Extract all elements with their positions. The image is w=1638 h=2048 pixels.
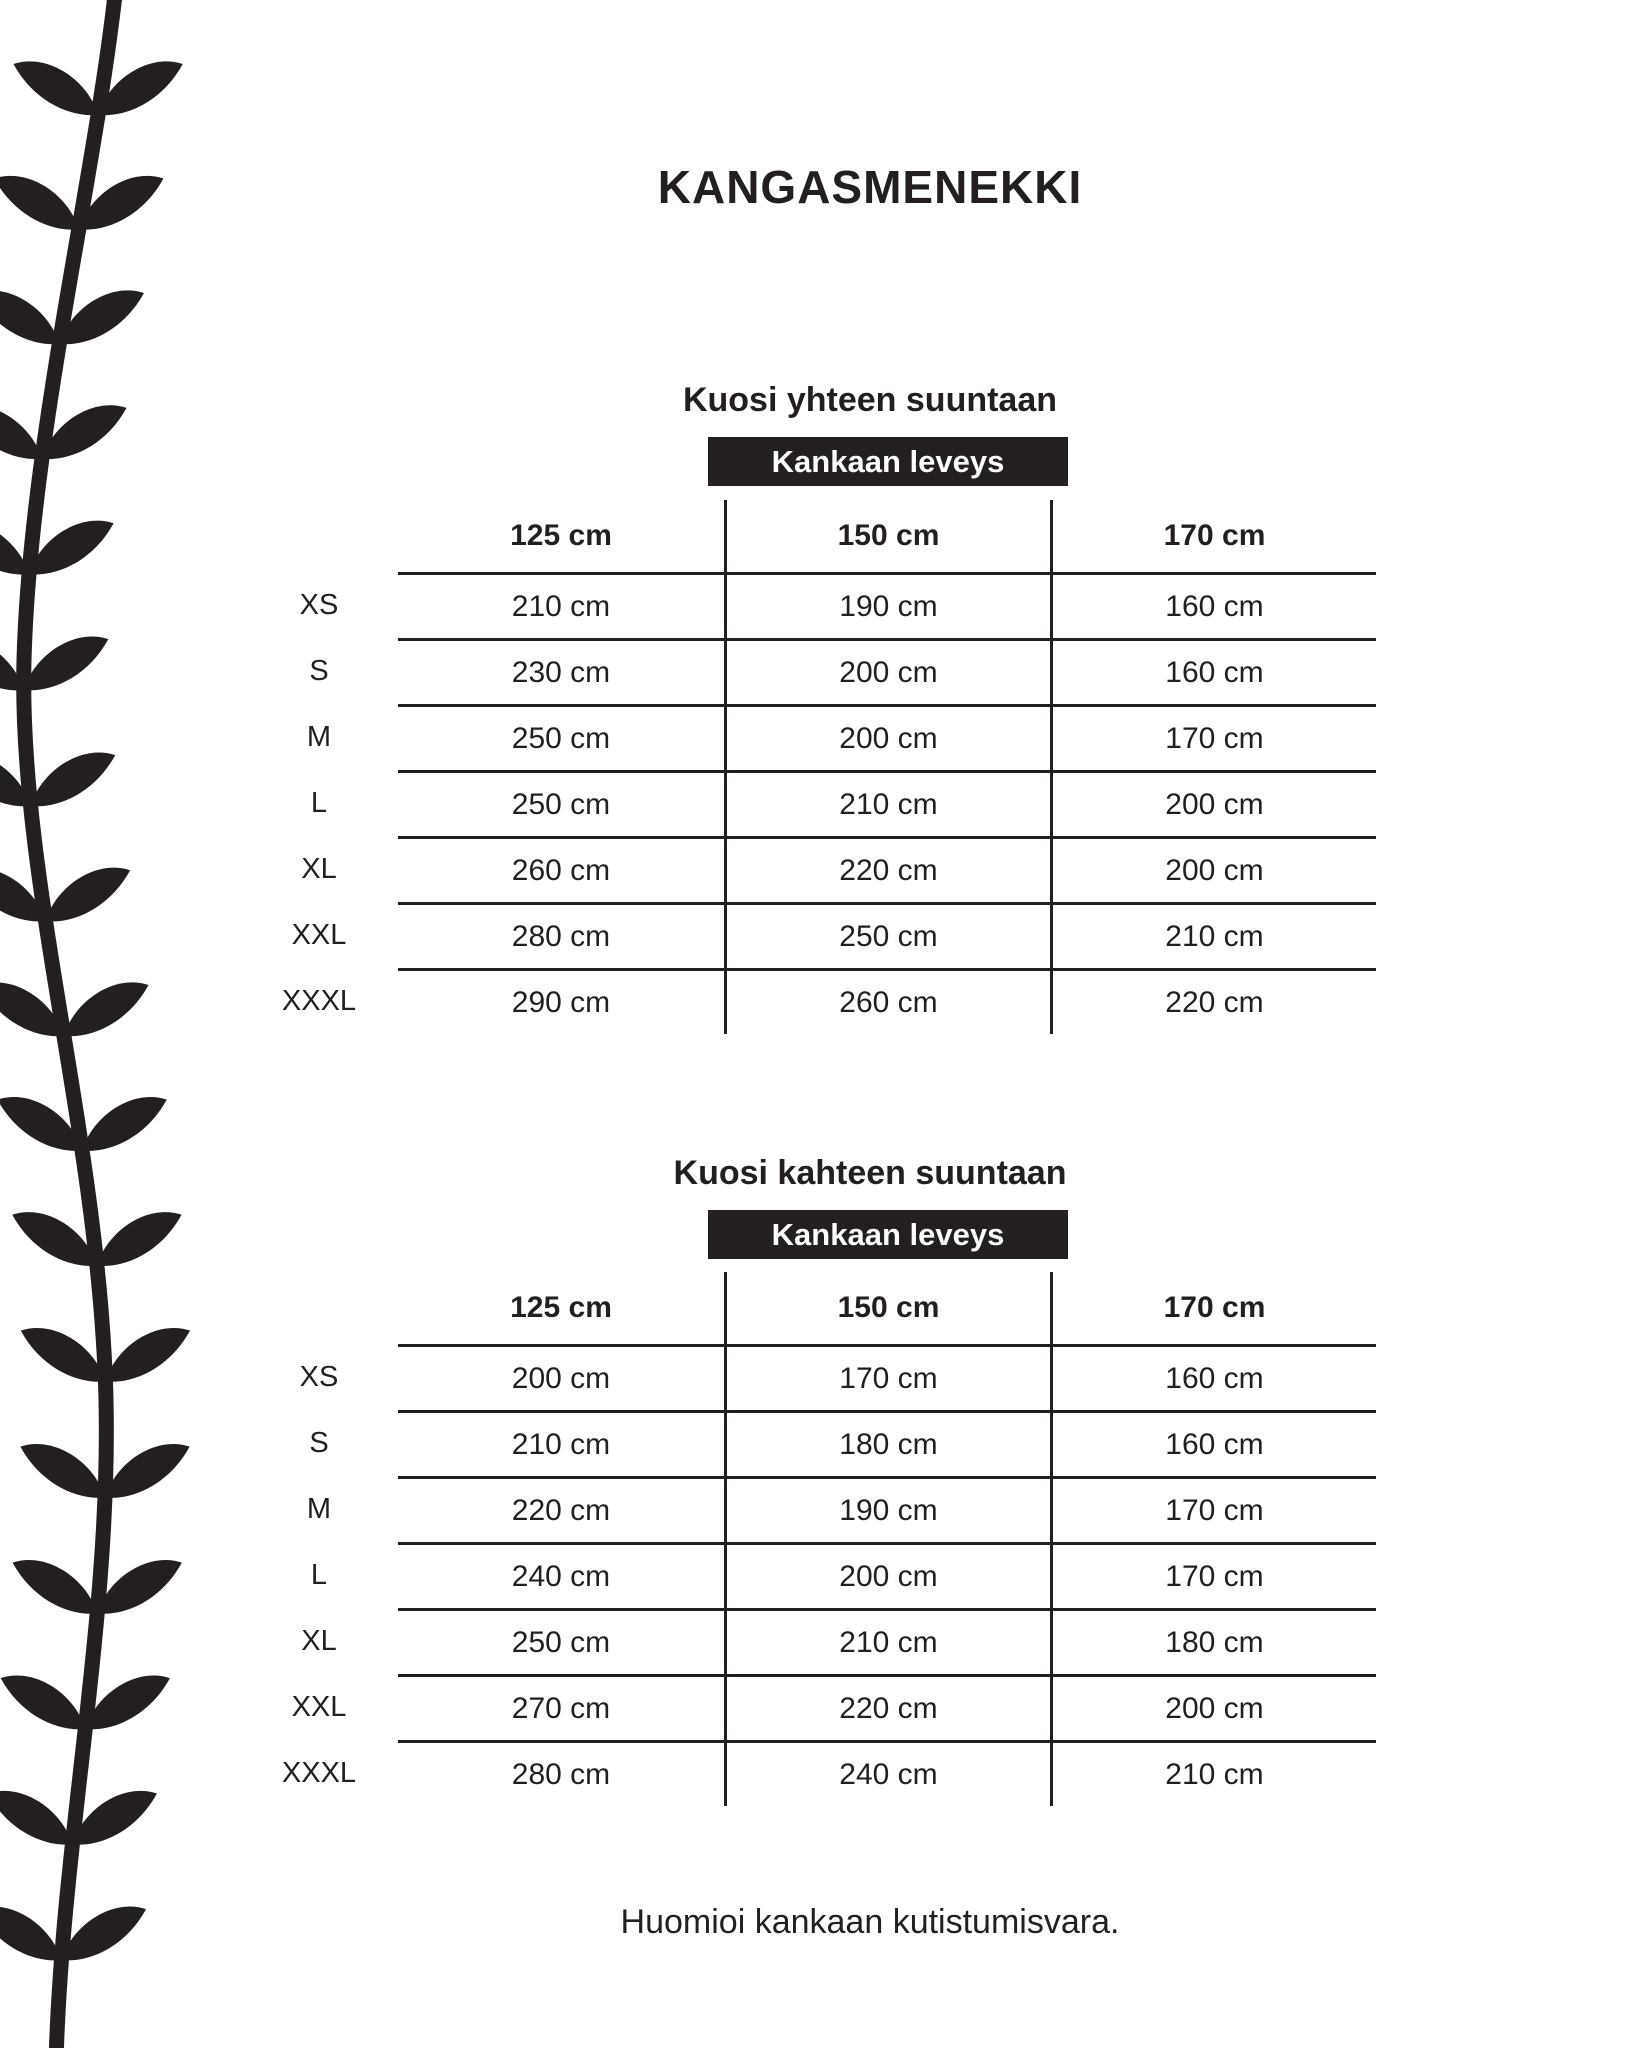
value-cell: 270 cm xyxy=(398,1674,724,1740)
size-label: S xyxy=(309,654,329,687)
value-cell: 200 cm xyxy=(1050,1674,1376,1740)
value-cell: 260 cm xyxy=(398,836,724,902)
value-cell: 250 cm xyxy=(398,1608,724,1674)
value-cell: 250 cm xyxy=(398,704,724,770)
corner-cell xyxy=(240,500,398,572)
table-row xyxy=(240,1344,1376,1410)
table-row xyxy=(240,1674,1376,1740)
value-cell: 170 cm xyxy=(1050,1542,1376,1608)
value-cell: 170 cm xyxy=(1050,704,1376,770)
table-row xyxy=(240,1740,1376,1806)
table-row xyxy=(240,638,1376,704)
value-cell: 210 cm xyxy=(724,770,1050,836)
table-row xyxy=(240,704,1376,770)
value-cell: 200 cm xyxy=(1050,770,1376,836)
table-row xyxy=(240,902,1376,968)
fabric-usage-table-one-direction xyxy=(240,500,1376,1034)
size-label: S xyxy=(309,1426,329,1459)
value-cell: 200 cm xyxy=(1050,836,1376,902)
column-header: 150 cm xyxy=(724,1272,1050,1344)
value-cell: 250 cm xyxy=(724,902,1050,968)
value-cell: 160 cm xyxy=(1050,1410,1376,1476)
column-header: 125 cm xyxy=(510,519,612,552)
value-cell: 160 cm xyxy=(1050,1344,1376,1410)
leaf-vine-icon xyxy=(0,0,190,2048)
value-cell: 160 cm xyxy=(1050,572,1376,638)
value-cell: 280 cm xyxy=(398,1740,724,1806)
value-cell: 170 cm xyxy=(1050,1476,1376,1542)
value-cell: 180 cm xyxy=(724,1410,1050,1476)
size-label: XL xyxy=(301,1624,337,1657)
value-cell: 210 cm xyxy=(398,572,724,638)
value-cell: 220 cm xyxy=(724,836,1050,902)
column-header: 125 cm xyxy=(510,1291,612,1324)
size-label: XXL xyxy=(291,918,347,951)
value-cell: 210 cm xyxy=(1050,1740,1376,1806)
value-cell: 280 cm xyxy=(398,902,724,968)
column-header: 170 cm xyxy=(1050,500,1376,572)
value-cell: 200 cm xyxy=(398,1344,724,1410)
value-cell: 210 cm xyxy=(724,1608,1050,1674)
value-cell: 200 cm xyxy=(724,638,1050,704)
value-cell: 290 cm xyxy=(398,968,724,1034)
size-label: L xyxy=(310,786,328,819)
value-cell: 190 cm xyxy=(724,1476,1050,1542)
value-cell: 220 cm xyxy=(724,1674,1050,1740)
table-row xyxy=(240,770,1376,836)
column-header: 170 cm xyxy=(1050,1272,1376,1344)
value-cell: 210 cm xyxy=(1050,902,1376,968)
value-cell: 260 cm xyxy=(724,968,1050,1034)
table-row xyxy=(240,968,1376,1034)
value-cell: 190 cm xyxy=(724,572,1050,638)
value-cell: 180 cm xyxy=(1050,1608,1376,1674)
table-row xyxy=(240,1608,1376,1674)
value-cell: 200 cm xyxy=(724,1542,1050,1608)
table-row xyxy=(240,1542,1376,1608)
size-label: L xyxy=(310,1558,328,1591)
value-cell: 250 cm xyxy=(398,770,724,836)
value-cell: 240 cm xyxy=(398,1542,724,1608)
table-header-row xyxy=(240,500,1376,572)
value-cell: 200 cm xyxy=(724,704,1050,770)
table-row xyxy=(240,572,1376,638)
fabric-width-band: Kankaan leveys xyxy=(708,437,1068,486)
size-label: XS xyxy=(299,588,339,621)
size-label: XXXL xyxy=(281,1756,357,1789)
shrinkage-note: Huomioi kankaan kutistumisvara. xyxy=(620,1903,1120,1941)
size-label: XL xyxy=(301,852,337,885)
table-row xyxy=(240,1476,1376,1542)
value-cell: 230 cm xyxy=(398,638,724,704)
column-header: 150 cm xyxy=(724,500,1050,572)
size-label: XXXL xyxy=(281,984,357,1017)
fabric-width-band: Kankaan leveys xyxy=(708,1210,1068,1259)
value-cell: 220 cm xyxy=(1050,968,1376,1034)
value-cell: 210 cm xyxy=(398,1410,724,1476)
section-title: Kuosi yhteen suuntaan xyxy=(682,381,1058,419)
table-row xyxy=(240,836,1376,902)
value-cell: 220 cm xyxy=(398,1476,724,1542)
table-header-row xyxy=(240,1272,1376,1344)
table-row xyxy=(240,1410,1376,1476)
value-cell: 240 cm xyxy=(724,1740,1050,1806)
section-title: Kuosi kahteen suuntaan xyxy=(673,1154,1067,1192)
value-cell: 160 cm xyxy=(1050,638,1376,704)
size-label: XXL xyxy=(291,1690,347,1723)
size-label: XS xyxy=(299,1360,339,1393)
size-label: M xyxy=(306,720,332,753)
page-title: KANGASMENEKKI xyxy=(657,161,1083,213)
fabric-usage-table-two-directions xyxy=(240,1272,1376,1806)
size-label: M xyxy=(306,1492,332,1525)
value-cell: 170 cm xyxy=(724,1344,1050,1410)
corner-cell xyxy=(240,1272,398,1344)
